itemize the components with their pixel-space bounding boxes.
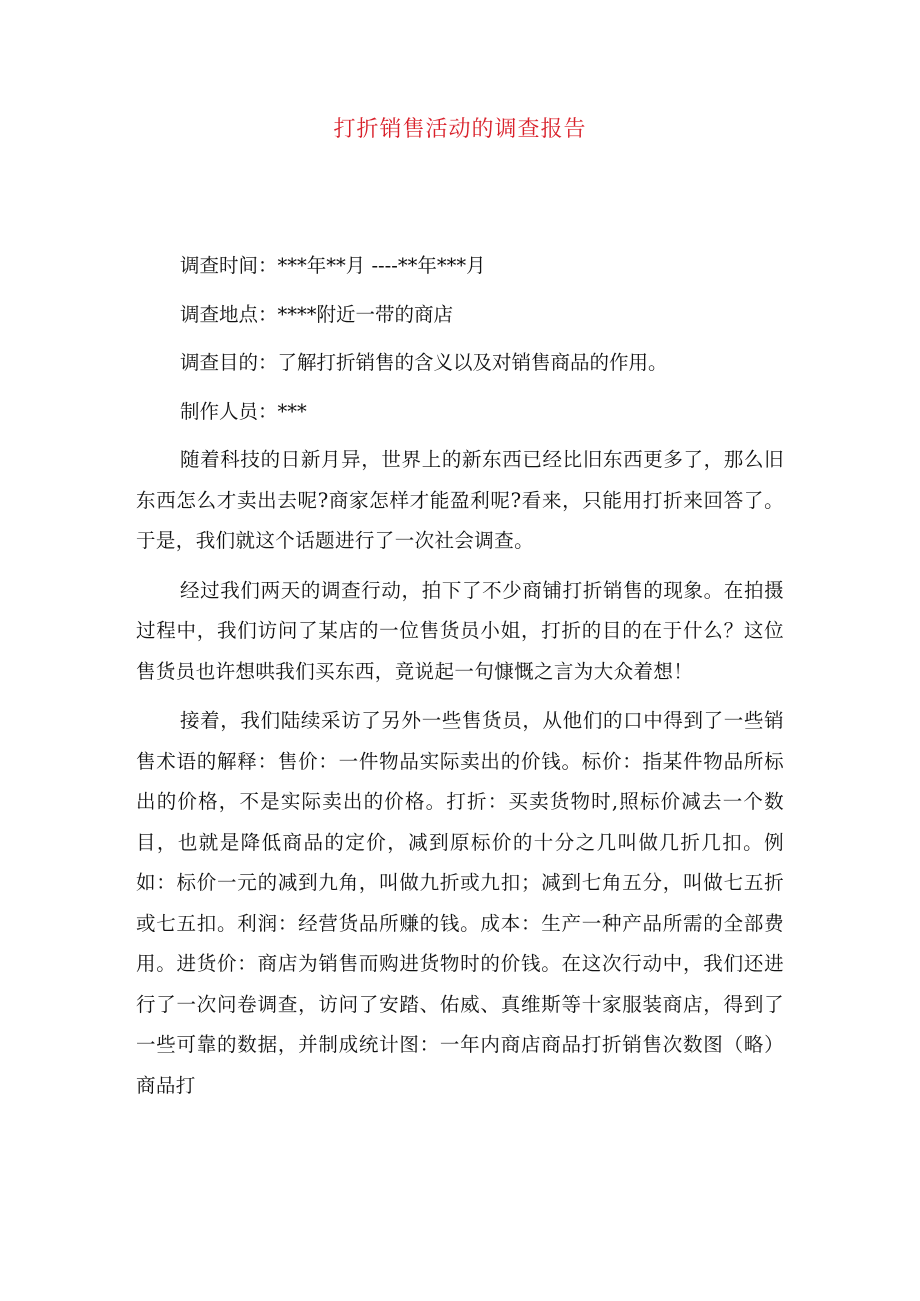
body-paragraph-3: 接着，我们陆续采访了另外一些售货员，从他们的口中得到了一些销售术语的解释：售价：一件物品实际卖出的价钱。标价：指某件物品所标出的价格，不是实际卖出的价格。打折：买卖货物时,照标价减去一个数目，也就是降低商品的定价，减到原标价的十分之几叫做几折几扣。例如：标价一元的减到九角，叫做九折或九扣；减到七角五分，叫做七五折或七五扣。利润：经营货品所赚的钱。成本：生产一种产品所需的全部费用。进货价：商店为销售而购进货物时的价钱。在这次行动中，我们还进行了一次问卷调查，访问了安踏、佑威、真维斯等十家服装商店，得到了一些可靠的数据，并制成统计图：一年内商店商品打折销售次数图（略）商品打 [136, 709, 784, 1097]
meta-label: 调查地点： [180, 302, 278, 326]
meta-survey-time [136, 246, 784, 287]
meta-survey-location [136, 295, 784, 336]
meta-label: 调查时间： [180, 254, 278, 277]
meta-label: 调查目的： [180, 351, 278, 374]
meta-value: ****附近一带的商店 [277, 302, 454, 326]
meta-value: *** [277, 399, 307, 423]
meta-label: 制作人员： [180, 399, 278, 423]
meta-value: 了解打折销售的含义以及对销售商品的作用。 [277, 351, 668, 374]
body-paragraph-1: 随着科技的日新月异，世界上的新东西已经比旧东西更多了，那么旧东西怎么才卖出去呢?商家怎样才能盈利呢?看来，只能用打折来回答了。于是，我们就这个话题进行了一次社会调查。 [136, 448, 784, 552]
document-body [136, 246, 784, 1106]
meta-value: ***年**月 ----**年***月 [277, 254, 486, 277]
meta-survey-purpose [136, 343, 784, 384]
body-paragraph-2: 经过我们两天的调查行动，拍下了不少商铺打折销售的现象。在拍摄过程中，我们访问了某店的一位售货员小姐，打折的目的在于什么？这位售货员也许想哄我们买东西，竟说起一句慷慨之言为大众着想！ [136, 578, 784, 683]
document-title: 打折销售活动的调查报告 [333, 117, 587, 142]
meta-authors [136, 392, 784, 433]
